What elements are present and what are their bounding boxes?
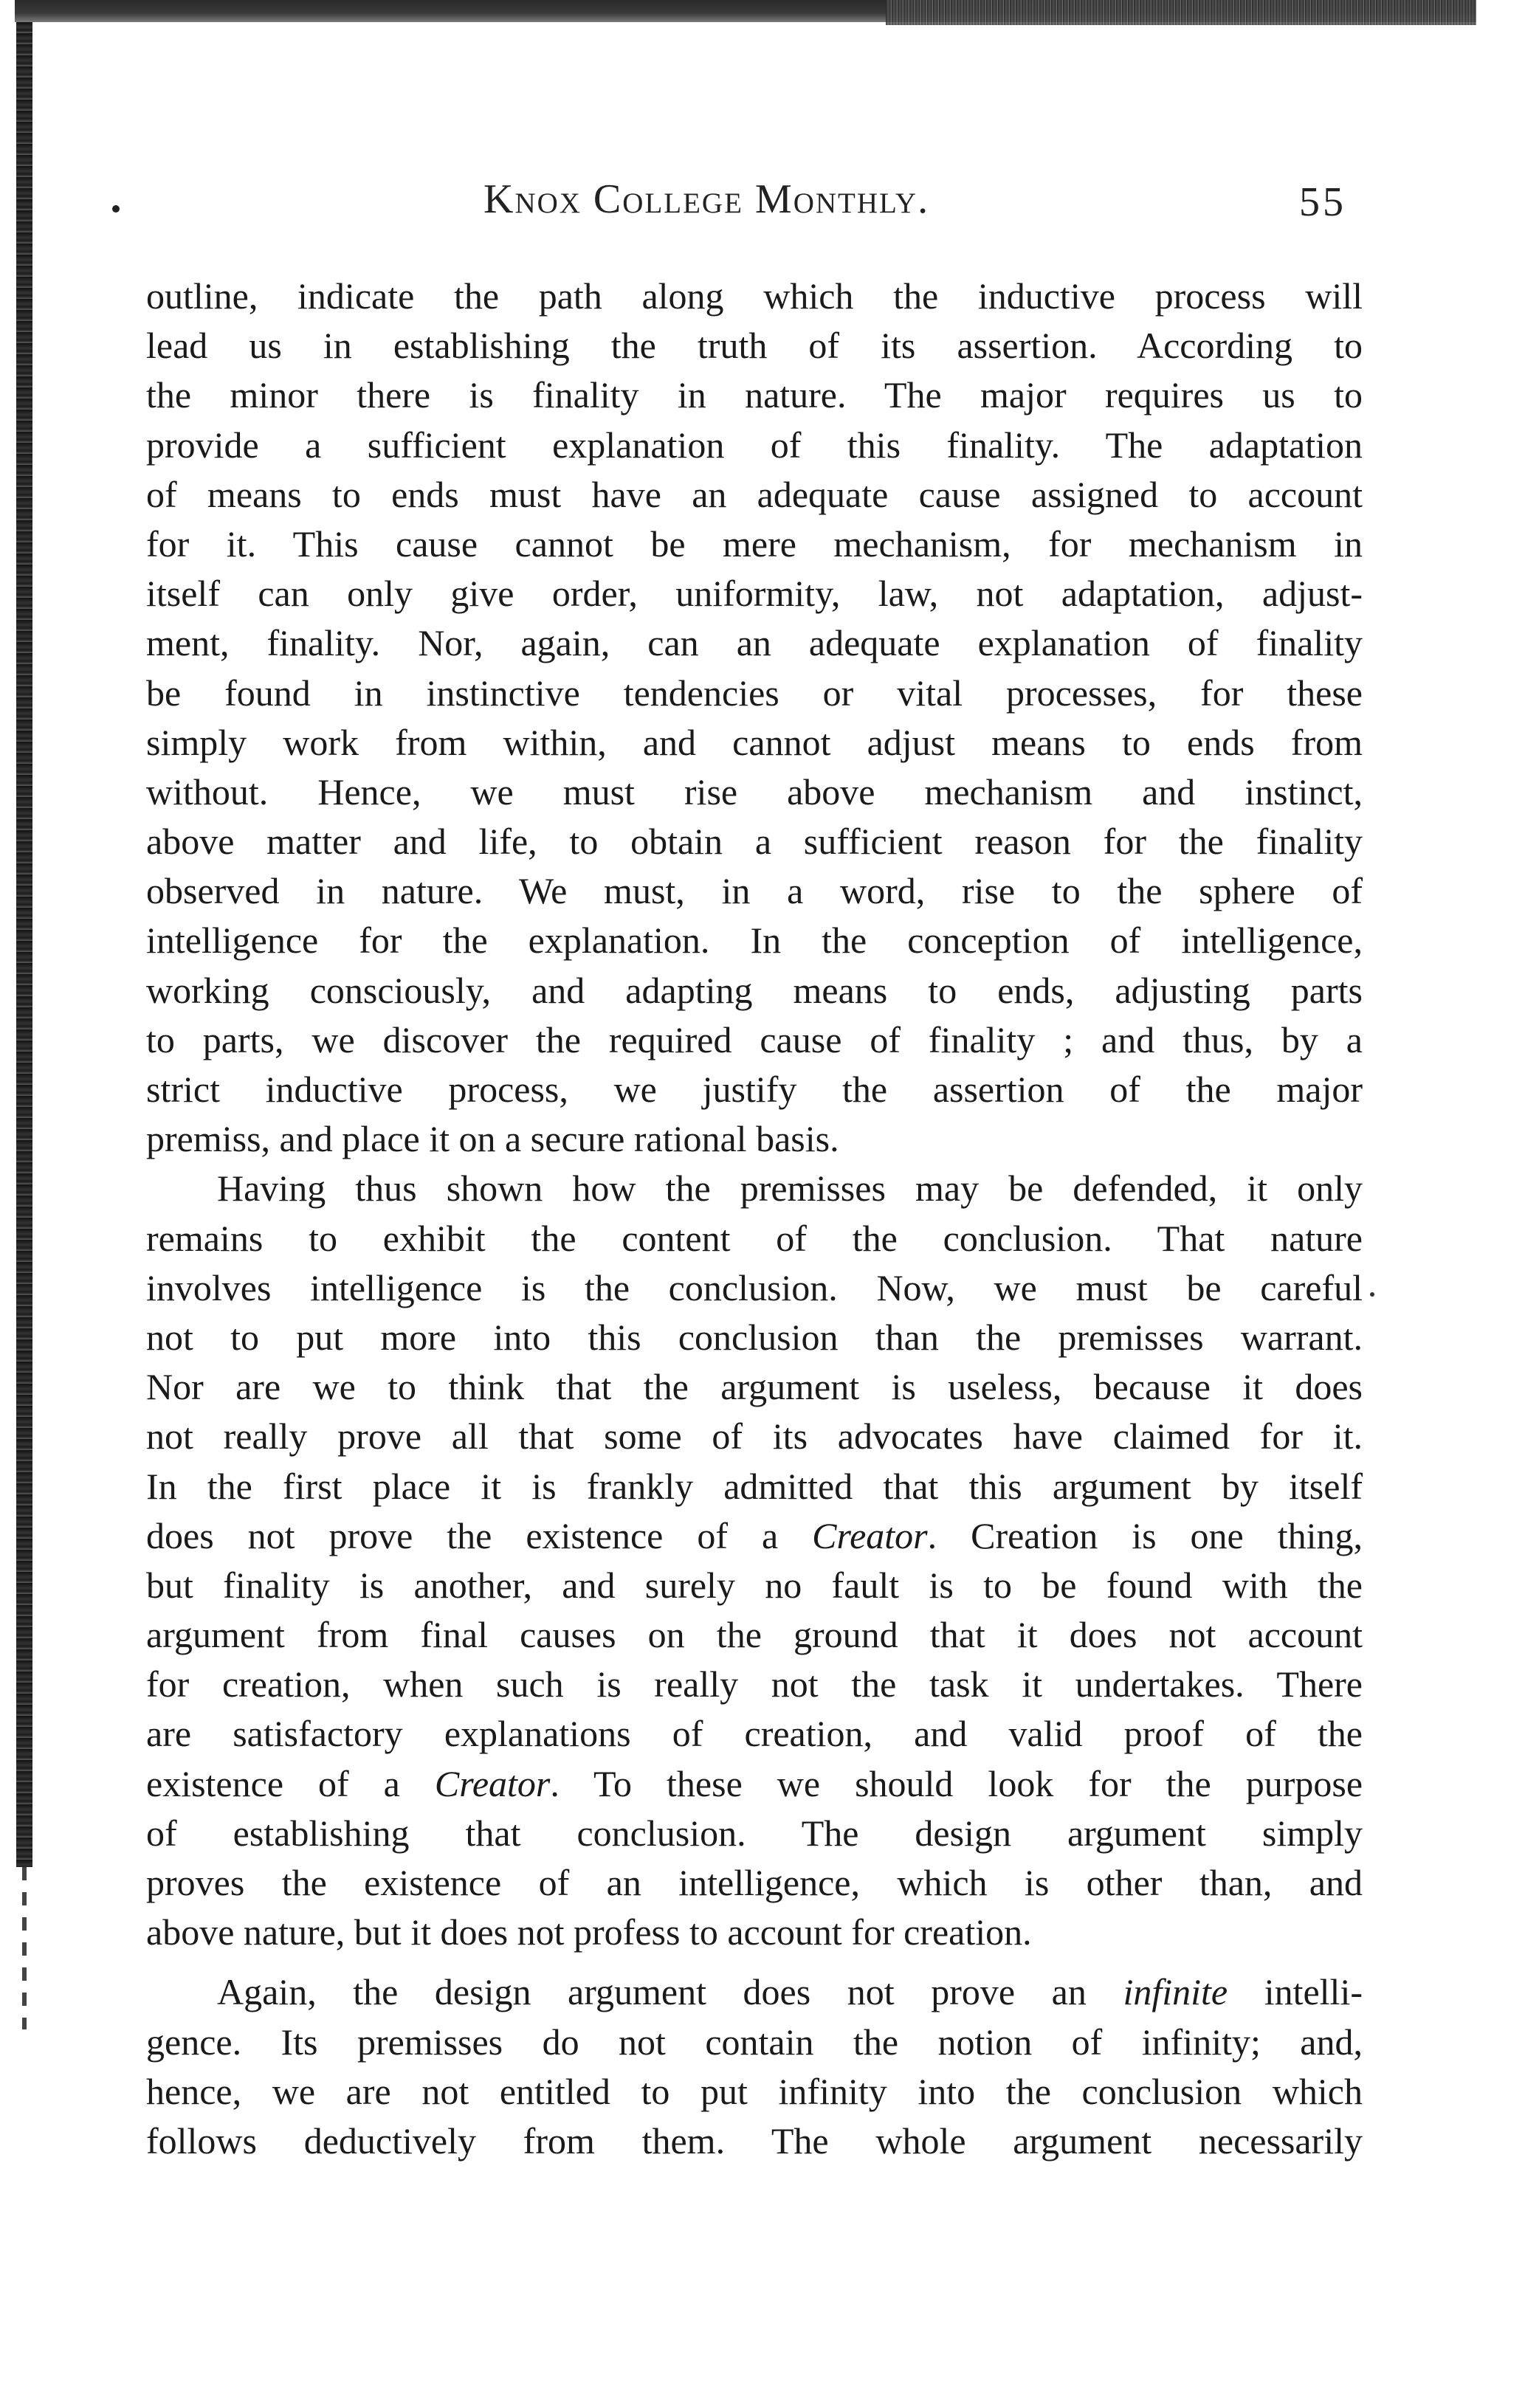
text-line: outline, indicate the path along which the inductive process will (146, 275, 1363, 317)
print-speck (1370, 1292, 1374, 1297)
text-line: be found in instinctive tendencies or vital processes, for these (146, 672, 1363, 714)
top-binding-rule-texture (886, 0, 1476, 25)
text-line: Having thus shown how the premisses may be defended, it only (217, 1167, 1363, 1210)
text-line: proves the existence of an intelligence, which is other than, and (146, 1862, 1363, 1903)
text-line: simply work from within, and cannot adjust means to ends from (146, 721, 1363, 763)
text-line: existence of a Creator. To these we should look for the purpose (146, 1762, 1363, 1804)
text-line: lead us in establishing the truth of its assertion. According to (146, 325, 1363, 367)
text-line: for creation, when such is really not the task it undertakes. There (146, 1663, 1363, 1705)
text-line: of means to ends must have an adequate cause assigned to account (146, 473, 1363, 515)
body-text (146, 272, 1363, 2166)
text-line: involves intelligence is the conclusion. Now, we must be careful (146, 1266, 1363, 1308)
text-line: does not prove the existence of a Creator. Creation is one thing, (146, 1514, 1363, 1556)
text-line: Again, the design argument does not prove an infinite intelli- (217, 1971, 1363, 2013)
text-line: premiss, and place it on a secure rational basis. (146, 1118, 839, 1160)
text-line: working consciously, and adapting means to ends, adjusting parts (146, 969, 1363, 1011)
header-bullet (112, 205, 120, 213)
text-line: argument from final causes on the ground that it does not account (146, 1614, 1363, 1656)
text-line: not really prove all that some of its advocates have claimed for it. (146, 1415, 1363, 1457)
text-line: above nature, but it does not profess to account for creation. (146, 1911, 1032, 1953)
text-line: but finality is another, and surely no fault is to be found with the (146, 1564, 1363, 1606)
running-header-title: Knox College Monthly. (483, 176, 930, 222)
page-number: 55 (1299, 179, 1346, 225)
book-spine-edge-tail (22, 1867, 27, 2029)
text-line: not to put more into this conclusion than the premisses warrant. (146, 1316, 1363, 1358)
text-line: intelligence for the explanation. In the conception of intelligence, (146, 920, 1363, 962)
text-line: gence. Its premisses do not contain the notion of infinity; and, (146, 2021, 1363, 2063)
text-line: of establishing that conclusion. The design argument simply (146, 1812, 1363, 1854)
italic-term: Creator (434, 1762, 551, 1804)
text-line: the minor there is finality in nature. The major requires us to (146, 374, 1363, 416)
text-line: for it. This cause cannot be mere mechanism, for mechanism in (146, 522, 1363, 565)
text-line: hence, we are not entitled to put infinity into the conclusion which (146, 2070, 1363, 2112)
text-line: In the first place it is frankly admitted that this argument by itself (146, 1465, 1363, 1507)
text-line: ment, finality. Nor, again, can an adequate explanation of finality (146, 622, 1363, 664)
book-spine-edge (16, 22, 32, 1867)
text-line: provide a sufficient explanation of this finality. The adaptation (146, 424, 1363, 466)
text-line: observed in nature. We must, in a word, rise to the sphere of (146, 870, 1363, 912)
text-line: remains to exhibit the content of the conclusion. That nature (146, 1217, 1363, 1259)
italic-term: infinite (1123, 1971, 1228, 2013)
text-line: strict inductive process, we justify the assertion of the major (146, 1069, 1363, 1110)
text-line: follows deductively from them. The whole argument necessarily (146, 2119, 1363, 2162)
text-line: are satisfactory explanations of creation, and valid proof of the (146, 1713, 1363, 1755)
text-line: without. Hence, we must rise above mechanism and instinct, (146, 770, 1363, 813)
text-line: to parts, we discover the required cause of finality ; and thus, by a (146, 1018, 1363, 1060)
italic-term: Creator (812, 1514, 928, 1556)
text-line: above matter and life, to obtain a sufficient reason for the finality (146, 821, 1363, 863)
text-line: itself can only give order, uniformity, law, not adaptation, adjust- (146, 573, 1363, 615)
text-line: Nor are we to think that the argument is useless, because it does (146, 1366, 1363, 1408)
